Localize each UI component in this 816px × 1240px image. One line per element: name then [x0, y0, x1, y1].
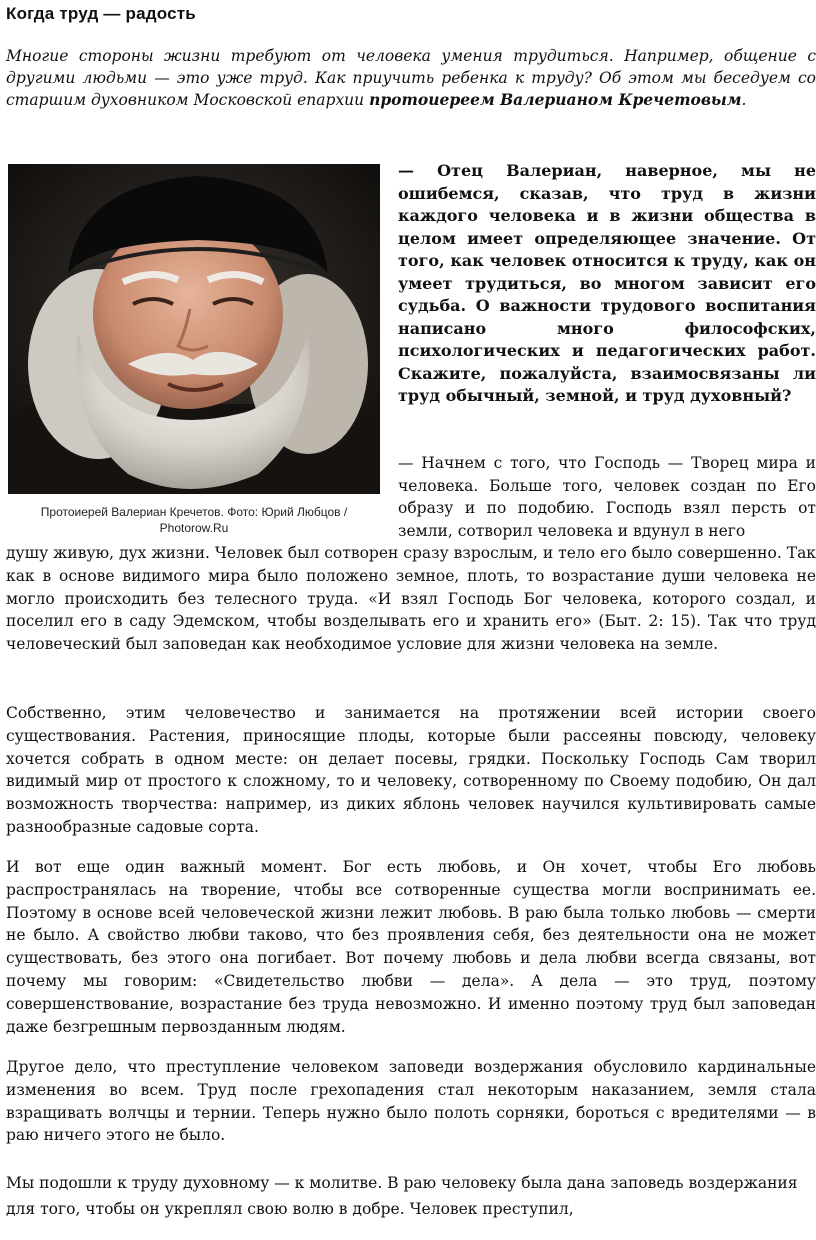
paragraph-5: Мы подошли к труду духовному — к молитве. В раю человеку была дана заповедь воздержания для того, чтобы он укреплял свою волю в добре. Человек преступил, — [6, 1174, 798, 1218]
portrait-figure — [8, 164, 380, 536]
answer-continued: душу живую, дух жизни. Человек был сотворен сразу взрослым, и тело его было совершенно. Так как в основе видимого мира было положено земное, плоть, то возрастание души человека не могло происходить без телесного труда. «И взял Господь Бог человека, которого создал, и поселил его в саду Эдемском, чтобы возделывать его и хранить его» (Быт. 2: 15). Так что труд человеческий был заповедан как необходимое условие для жизни человека на земле. — [6, 544, 816, 654]
paragraph-3: И вот еще один важный момент. Бог есть любовь, и Он хочет, чтобы Его любовь распространялась на творение, чтобы все сотворенные существа могли воспринимать ее. Поэтому в основе всей человеческой жизни лежит любовь. В раю была только любовь — смерти не было. А свойство любви таково, что без проявления себя, без деятельности она не может существовать, без этого она погибает. Вот почему любовь и дела любви всегда связаны, вот почему мы говорим: «Свидетельство любви — дела». А дела — это труд, поэтому совершенствование, возрастание без труда невозможно. И именно поэтому труд был заповедан даже безгрешным первозданным людям. — [6, 858, 816, 1036]
photo-caption: Протоиерей Валериан Кречетов. Фото: Юрий Любцов / Photorow.Ru — [40, 505, 348, 535]
portrait-photo — [8, 164, 380, 494]
article-title: Когда труд — радость — [6, 4, 196, 23]
paragraph-4: Другое дело, что преступление человеком заповеди воздержания обусловило кардинальные изменения во всем. Труд после грехопадения стал некоторым наказанием, земля стала взращивать волчцы и тернии. Теперь нужно было полоть сорняки, бороться с вредителями — в раю ничего этого не было. — [6, 1058, 816, 1145]
intro-end: . — [741, 91, 747, 109]
article-intro — [6, 46, 816, 112]
answer-beginning: — Начнем с того, что Господь — Творец мира и человека. Больше того, человек создан по Его образу и по подобию. Господь взял персть от земли, сотворил человека и вдунул в него — [398, 454, 816, 540]
interview-question: — Отец Валериан, наверное, мы не ошибемся, сказав, что труд в жизни каждого человека и в жизни общества в целом имеет определяющее значение. От того, как человек относится к труду, как он умеет трудиться, во многом зависит его судьба. О важности трудового воспитания написано много философских, психологических и педагогических работ. Скажите, пожалуйста, взаимосвязаны ли труд обычный, земной, и труд духовный? — [398, 161, 816, 405]
intro-text: Многие стороны жизни требуют от человека умения трудиться. Например, общение с другими людьми — это уже труд. Как приучить ребенка к труду? Об этом мы беседуем со старшим духовником Московской епархии — [6, 47, 816, 109]
paragraph-2: Собственно, этим человечество и занимается на протяжении всей истории своего существования. Растения, приносящие плоды, которые были рассеяны повсюду, человеку хочется собрать в одном месте: он делает посевы, грядки. Поскольку Господь Сам творил видимый мир от простого к сложному, то и человеку, сотворенному по Своему подобию, Он дал возможность творчества: например, из диких яблонь человек научился культивировать самые разнообразные садовые сорта. — [6, 704, 816, 836]
interviewee-name: протоиереем Валерианом Кречетовым — [369, 90, 742, 109]
